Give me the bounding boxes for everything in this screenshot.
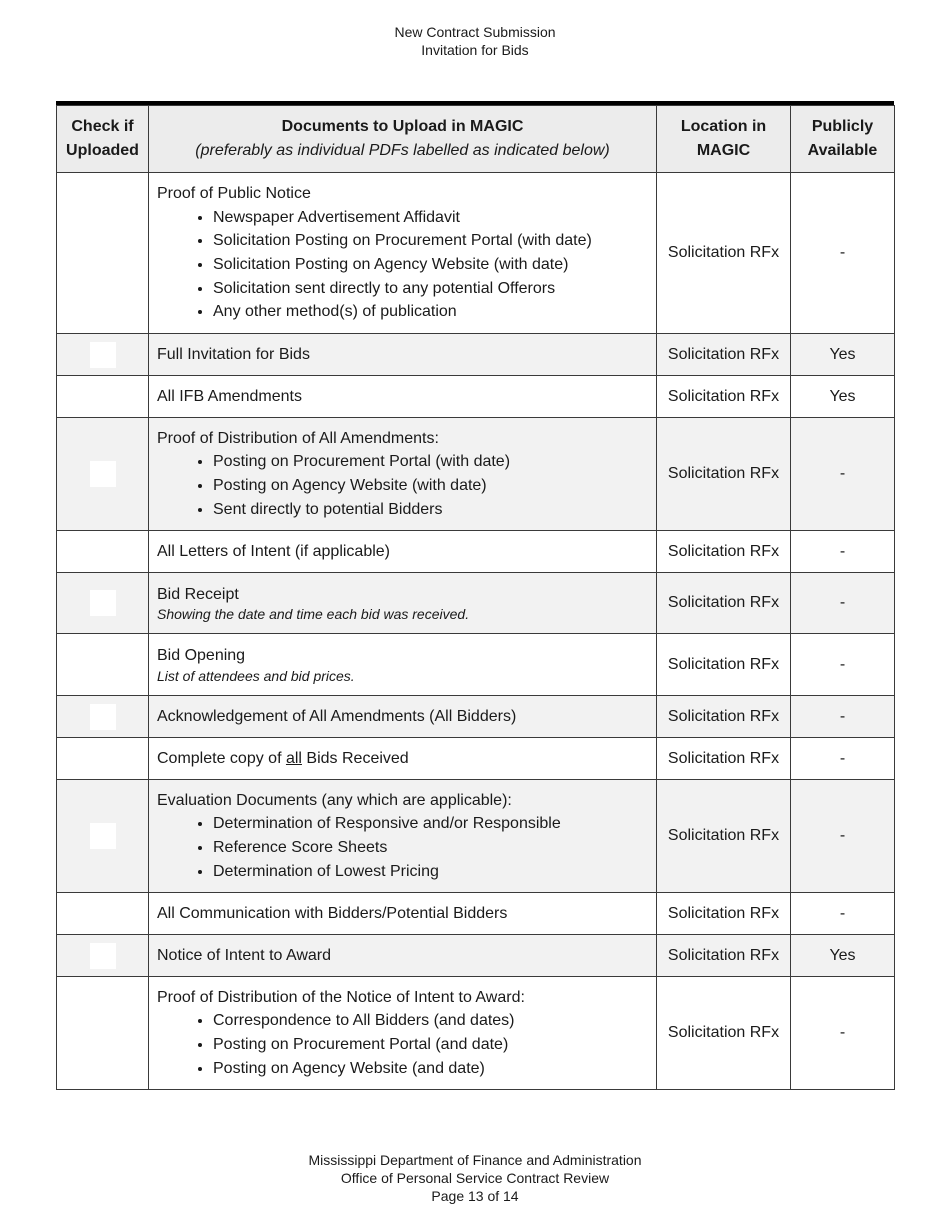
document-cell xyxy=(149,573,657,634)
document-bullet: • Sent directly to potential Bidders xyxy=(213,498,648,522)
document-title: Proof of Distribution of All Amendments: xyxy=(157,429,439,447)
document-bullet: • Posting on Procurement Portal (and date) xyxy=(213,1033,648,1057)
document-bullet: • Determination of Lowest Pricing xyxy=(213,860,648,884)
document-title-emphasis: all xyxy=(285,749,302,767)
table-row xyxy=(57,696,895,738)
column-header-documents-title: Documents to Upload in MAGIC xyxy=(281,118,524,136)
table-row xyxy=(57,893,895,935)
public-cell: - xyxy=(791,418,895,531)
check-cell xyxy=(57,935,149,977)
upload-checkbox[interactable] xyxy=(90,704,116,730)
public-cell: Yes xyxy=(791,935,895,977)
column-header-check: Check if Uploaded xyxy=(57,106,149,173)
check-cell xyxy=(57,573,149,634)
column-header-documents-subtitle: (preferably as individual PDFs labelled as indicated below) xyxy=(195,142,610,159)
table-row xyxy=(57,738,895,780)
document-bullet: • Solicitation sent directly to any potential Offerors xyxy=(213,277,648,301)
check-cell xyxy=(57,780,149,893)
public-cell: - xyxy=(791,977,895,1090)
public-cell: - xyxy=(791,738,895,780)
document-bullet-list xyxy=(157,812,648,883)
location-cell: Solicitation RFx xyxy=(657,738,791,780)
column-header-public: Publicly Available xyxy=(791,106,895,173)
document-cell: Notice of Intent to Award xyxy=(149,935,657,977)
document-cell: Full Invitation for Bids xyxy=(149,334,657,376)
location-cell: Solicitation RFx xyxy=(657,893,791,935)
document-bullet: • Determination of Responsive and/or Responsible xyxy=(213,812,648,836)
page-footer xyxy=(0,1151,950,1205)
public-cell: - xyxy=(791,780,895,893)
document-bullet-list xyxy=(157,1009,648,1080)
page-header xyxy=(0,23,950,59)
document-bullet: • Correspondence to All Bidders (and dates) xyxy=(213,1009,648,1033)
footer-office: Office of Personal Service Contract Review xyxy=(340,1170,610,1186)
document-bullet: • Solicitation Posting on Procurement Portal (with date) xyxy=(213,229,648,253)
document-note: Showing the date and time each bid was received. xyxy=(157,606,470,623)
document-bullet: • Solicitation Posting on Agency Website (with date) xyxy=(213,253,648,277)
document-bullet: • Posting on Agency Website (and date) xyxy=(213,1057,648,1081)
location-cell: Solicitation RFx xyxy=(657,935,791,977)
document-cell xyxy=(149,977,657,1090)
table-row xyxy=(57,573,895,634)
public-cell: - xyxy=(791,573,895,634)
document-cell: All Letters of Intent (if applicable) xyxy=(149,531,657,573)
document-cell xyxy=(149,634,657,696)
check-cell[interactable] xyxy=(57,893,149,935)
document-bullet: • Posting on Agency Website (with date) xyxy=(213,474,648,498)
table-row xyxy=(57,935,895,977)
document-bullet: • Any other method(s) of publication xyxy=(213,300,648,324)
document-note: List of attendees and bid prices. xyxy=(157,667,355,684)
check-cell[interactable] xyxy=(57,634,149,696)
document-title: Proof of Distribution of the Notice of Intent to Award: xyxy=(157,988,525,1006)
document-bullet-list xyxy=(157,450,648,521)
table-row xyxy=(57,531,895,573)
documents-table xyxy=(56,105,895,1090)
public-cell: - xyxy=(791,634,895,696)
location-cell: Solicitation RFx xyxy=(657,696,791,738)
document-title: Proof of Public Notice xyxy=(157,184,311,202)
public-cell: - xyxy=(791,531,895,573)
location-cell: Solicitation RFx xyxy=(657,334,791,376)
footer-page-number: Page 13 of 14 xyxy=(431,1188,519,1204)
document-cell xyxy=(149,418,657,531)
document-cell: All Communication with Bidders/Potential Bidders xyxy=(149,893,657,935)
document-title-start: Complete copy of xyxy=(157,749,286,767)
public-cell: - xyxy=(791,696,895,738)
table-row xyxy=(57,977,895,1090)
location-cell: Solicitation RFx xyxy=(657,376,791,418)
check-cell[interactable] xyxy=(57,376,149,418)
document-title: Bid Opening xyxy=(157,647,246,665)
public-cell: - xyxy=(791,893,895,935)
public-cell: Yes xyxy=(791,334,895,376)
upload-checkbox[interactable] xyxy=(90,590,116,616)
header-subtitle: Invitation for Bids xyxy=(421,42,529,58)
location-cell: Solicitation RFx xyxy=(657,418,791,531)
location-cell: Solicitation RFx xyxy=(657,531,791,573)
document-cell xyxy=(149,738,657,780)
location-cell: Solicitation RFx xyxy=(657,780,791,893)
check-cell[interactable] xyxy=(57,738,149,780)
table-row xyxy=(57,634,895,696)
location-cell: Solicitation RFx xyxy=(657,634,791,696)
check-cell[interactable] xyxy=(57,173,149,334)
document-cell: Acknowledgement of All Amendments (All Bidders) xyxy=(149,696,657,738)
public-cell: - xyxy=(791,173,895,334)
table-row xyxy=(57,780,895,893)
document-bullet-list xyxy=(157,206,648,325)
check-cell[interactable] xyxy=(57,977,149,1090)
public-cell: Yes xyxy=(791,376,895,418)
location-cell: Solicitation RFx xyxy=(657,173,791,334)
upload-checkbox[interactable] xyxy=(90,461,116,487)
documents-table-wrapper xyxy=(56,101,894,1090)
document-title-end: Bids Received xyxy=(301,749,409,767)
check-cell xyxy=(57,418,149,531)
table-row xyxy=(57,334,895,376)
document-title: Evaluation Documents (any which are applicable): xyxy=(157,791,512,809)
column-header-location: Location in MAGIC xyxy=(657,106,791,173)
document-bullet: • Posting on Procurement Portal (with date) xyxy=(213,450,648,474)
table-row xyxy=(57,376,895,418)
document-bullet: • Reference Score Sheets xyxy=(213,836,648,860)
check-cell[interactable] xyxy=(57,531,149,573)
column-header-documents xyxy=(149,106,657,173)
header-title: New Contract Submission xyxy=(394,24,556,40)
location-cell: Solicitation RFx xyxy=(657,573,791,634)
check-cell xyxy=(57,696,149,738)
upload-checkbox[interactable] xyxy=(90,823,116,849)
table-row xyxy=(57,173,895,334)
upload-checkbox[interactable] xyxy=(90,342,116,368)
document-title: Bid Receipt xyxy=(157,585,239,603)
upload-checkbox[interactable] xyxy=(90,943,116,969)
document-bullet: • Newspaper Advertisement Affidavit xyxy=(213,206,648,230)
table-row xyxy=(57,418,895,531)
footer-department: Mississippi Department of Finance and Administration xyxy=(308,1152,642,1168)
document-cell xyxy=(149,780,657,893)
document-cell xyxy=(149,173,657,334)
check-cell xyxy=(57,334,149,376)
location-cell: Solicitation RFx xyxy=(657,977,791,1090)
table-header-row xyxy=(57,106,895,173)
document-cell: All IFB Amendments xyxy=(149,376,657,418)
